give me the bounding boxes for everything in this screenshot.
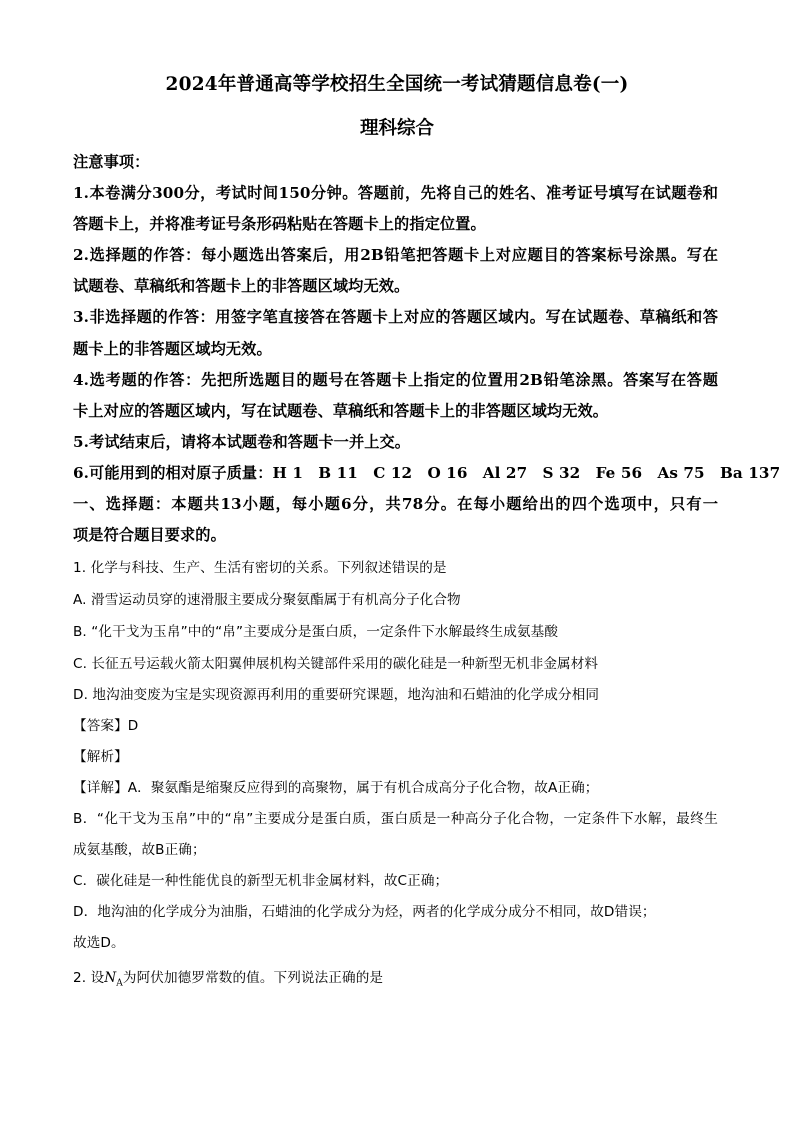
notice-item-4-line-2: 卡上对应的答题区域内，写在试题卷、草稿纸和答题卡上的非答题区域均无效。 bbox=[73, 402, 609, 420]
question-1-option-a: A. 滑雪运动员穿的速滑服主要成分聚氨酯属于有机高分子化合物 bbox=[73, 592, 461, 608]
notice-item-4-line-1: 4.选考题的作答：先把所选题目的题号在答题卡上指定的位置用2B铅笔涂黑。答案写在答题 bbox=[73, 371, 718, 389]
question-1-detail-a: 【详解】A．聚氨酯是缩聚反应得到的高聚物，属于有机合成高分子化合物，故A正确； bbox=[73, 780, 599, 796]
question-1-detail-b-line-2: 成氨基酸，故B正确； bbox=[73, 842, 206, 858]
notice-item-1-line-1: 1.本卷满分300分，考试时间150分钟。答题前，先将自己的姓名、准考证号填写在试题卷和 bbox=[73, 184, 718, 202]
notice-item-5: 5.考试结束后，请将本试题卷和答题卡一并上交。 bbox=[73, 433, 411, 451]
document-title: 2024年普通高等学校招生全国统一考试猜题信息卷(一) bbox=[165, 74, 629, 95]
question-1-detail-c: C．碳化硅是一种性能优良的新型无机非金属材料，故C正确； bbox=[73, 873, 449, 889]
question-2-stem bbox=[73, 966, 383, 989]
notice-item-3-line-2: 题卡上的非答题区域均无效。 bbox=[73, 340, 272, 358]
question-1-analysis-heading: 【解析】 bbox=[73, 749, 128, 765]
document-subtitle: 理科综合 bbox=[359, 118, 434, 139]
question-1-option-b: B. “化干戈为玉帛”中的“帛”主要成分是蛋白质，一定条件下水解最终生成氨基酸 bbox=[73, 624, 559, 640]
question-1-option-c: C. 长征五号运载火箭太阳翼伸展机构关键部件采用的碳化硅是一种新型无机非金属材料 bbox=[73, 656, 599, 672]
avogadro-symbol bbox=[104, 970, 123, 989]
section-1-heading-line-1: 一、选择题：本题共13小题，每小题6分，共78分。在每小题给出的四个选项中，只有一 bbox=[73, 495, 718, 513]
avogadro-symbol-subscript: A bbox=[116, 978, 123, 989]
notice-item-2-line-1: 2.选择题的作答：每小题选出答案后，用2B铅笔把答题卡上对应题目的答案标号涂黑。写在 bbox=[73, 246, 718, 264]
notice-item-3-line-1: 3.非选择题的作答：用签字笔直接答在答题卡上对应的答题区域内。写在试题卷、草稿纸和答 bbox=[73, 308, 718, 326]
notice-item-1-line-2: 答题卡上，并将准考证号条形码粘贴在答题卡上的指定位置。 bbox=[73, 215, 486, 233]
question-1-stem: 1. 化学与科技、生产、生活有密切的关系。下列叙述错误的是 bbox=[73, 560, 447, 576]
question-2-prefix: 2. 设 bbox=[73, 970, 105, 986]
avogadro-symbol-letter: N bbox=[104, 970, 117, 986]
question-1-detail-d: D．地沟油的化学成分为油脂，石蜡油的化学成分为烃，两者的化学成分成分不相同，故D错误； bbox=[73, 904, 656, 920]
question-1-conclusion: 故选D。 bbox=[73, 935, 125, 951]
question-1-option-d: D. 地沟油变废为宝是实现资源再利用的重要研究课题，地沟油和石蜡油的化学成分相同 bbox=[73, 687, 600, 703]
question-1-answer: 【答案】D bbox=[73, 718, 139, 734]
section-1-heading-line-2: 项是符合题目要求的。 bbox=[73, 526, 226, 544]
notice-item-2-line-2: 试题卷、草稿纸和答题卡上的非答题区域均无效。 bbox=[73, 277, 410, 295]
notice-item-6: 6.可能用到的相对原子质量：H 1 B 11 C 12 O 16 Al 27 S 32 Fe 56 As 75 Ba 137 bbox=[73, 464, 781, 482]
notice-heading: 注意事项： bbox=[73, 153, 150, 171]
question-1-detail-b-line-1: B．“化干戈为玉帛”中的“帛”主要成分是蛋白质，蛋白质是一种高分子化合物，一定条件下水解，最终生 bbox=[73, 811, 718, 827]
question-2-suffix: 为阿伏加德罗常数的值。下列说法正确的是 bbox=[122, 970, 384, 986]
